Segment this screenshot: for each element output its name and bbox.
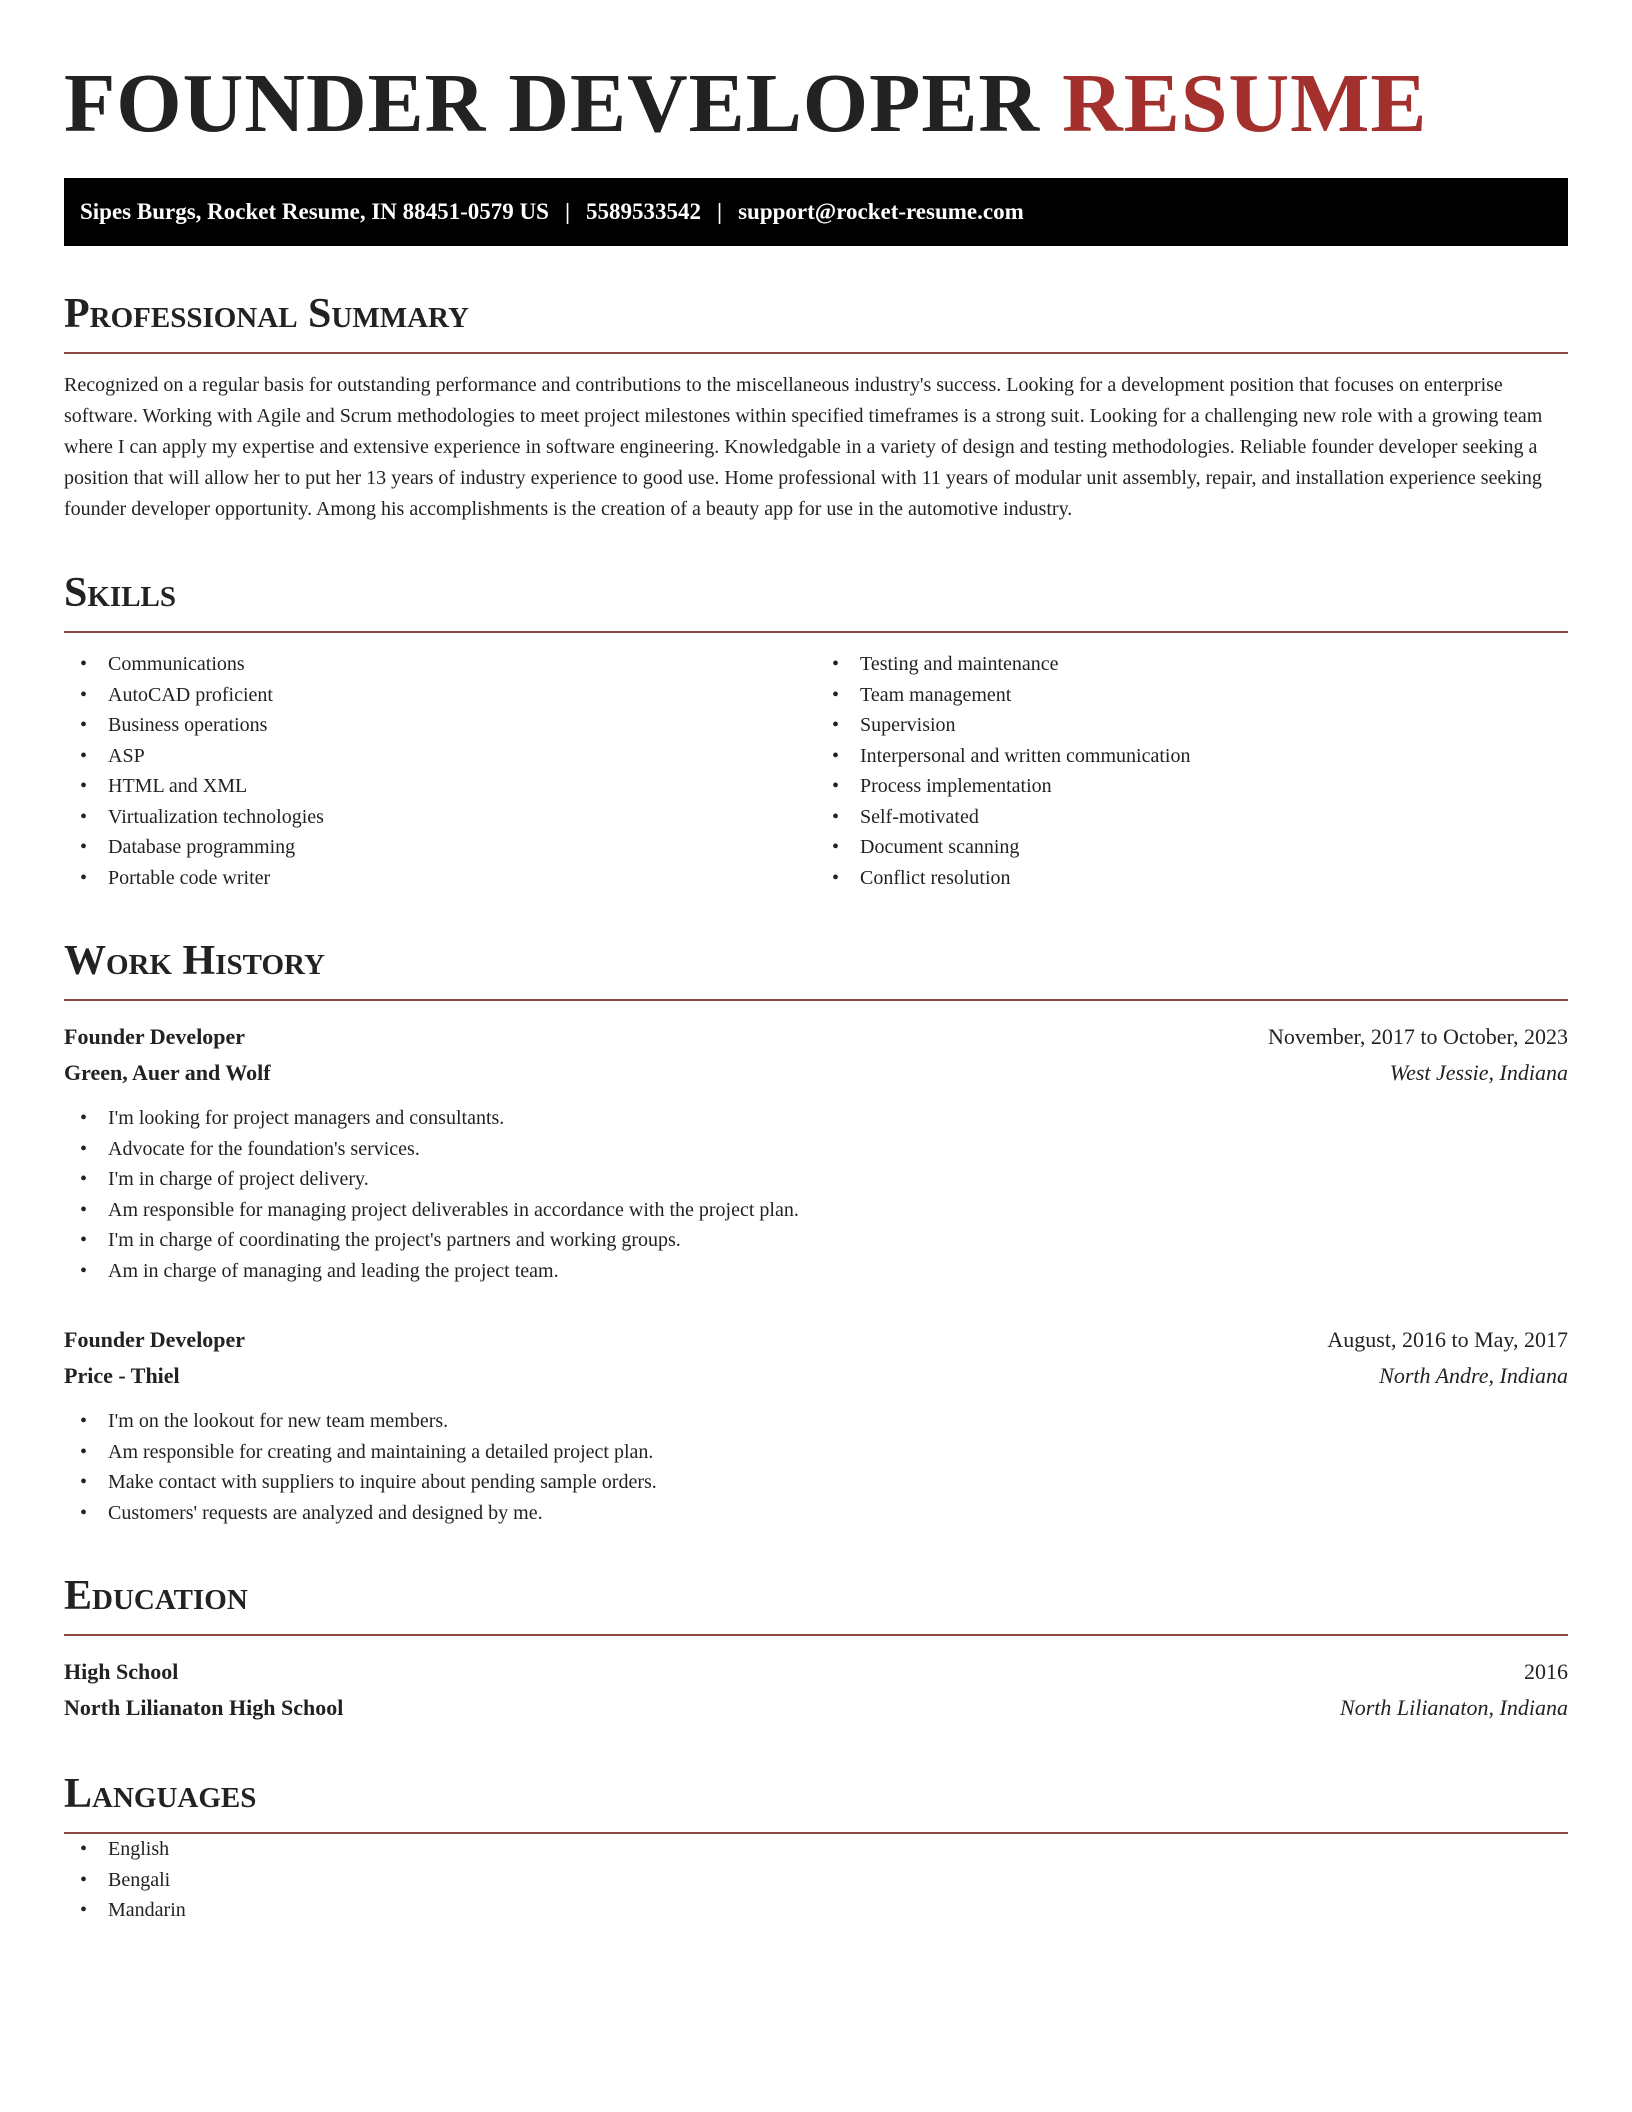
education-school: North Lilianaton High School xyxy=(64,1695,344,1720)
work-history-heading: Work History xyxy=(64,937,1568,1001)
job-company: Green, Auer and Wolf xyxy=(64,1060,271,1085)
education-location: North Lilianaton, Indiana xyxy=(1340,1695,1568,1720)
skill-item: • Document scanning xyxy=(816,832,1568,863)
skill-item: • Portable code writer xyxy=(64,863,816,894)
job-company: Price - Thiel xyxy=(64,1363,180,1388)
skill-item: • Communications xyxy=(64,649,816,680)
education-section xyxy=(64,1572,1568,1726)
job-duties-list xyxy=(64,1406,1568,1528)
languages-heading: Languages xyxy=(64,1770,1568,1834)
education-header-row xyxy=(64,1654,1568,1690)
skill-item: • Interpersonal and written communication xyxy=(816,741,1568,772)
job-title: Founder Developer xyxy=(64,1024,246,1049)
language-item: • English xyxy=(64,1834,1568,1865)
job-duty-item: • I'm in charge of coordinating the project's partners and working groups. xyxy=(64,1225,1568,1256)
contact-email: support@rocket-resume.com xyxy=(738,199,1024,224)
job-duty-item: • Am responsible for managing project deliverables in accordance with the project plan. xyxy=(64,1195,1568,1226)
skills-column-left xyxy=(64,649,816,893)
languages-list xyxy=(64,1834,1568,1926)
skill-item: • Team management xyxy=(816,680,1568,711)
skill-item: • AutoCAD proficient xyxy=(64,680,816,711)
skills-list-right xyxy=(816,649,1568,893)
education-year: 2016 xyxy=(1524,1659,1568,1684)
contact-separator: | xyxy=(564,199,571,224)
job-location: North Andre, Indiana xyxy=(1379,1363,1568,1388)
job-header-row xyxy=(64,1322,1568,1358)
job-duty-item: • Advocate for the foundation's services. xyxy=(64,1134,1568,1165)
skill-item: • Testing and maintenance xyxy=(816,649,1568,680)
job-company-row xyxy=(64,1358,1568,1394)
summary-text: Recognized on a regular basis for outstanding performance and contributions to the miscellaneous industry's success. Looking for a development position that focuses on enterprise software. Working with Agile and Scrum methodologies to meet project milestones within specified timeframes is a strong suit. Looking for a challenging new role with a growing team where I can apply my expertise and extensive experience in software engineering. Knowledgable in a variety of design and testing methodologies. Reliable founder developer seeking a position that will allow her to put her 13 years of industry experience to good use. Home professional with 11 years of modular unit assembly, repair, and installation experience seeking founder developer opportunity. Among his accomplishments is the creation of a beauty app for use in the automotive industry. xyxy=(64,374,1543,520)
language-item: • Bengali xyxy=(64,1865,1568,1896)
skill-item: • Virtualization technologies xyxy=(64,802,816,833)
contact-bar xyxy=(64,178,1568,246)
resume-title xyxy=(64,0,1568,148)
resume-title-main: FOUNDER DEVELOPER xyxy=(64,57,1041,150)
job-duty-item: • Make contact with suppliers to inquire about pending sample orders. xyxy=(64,1467,1568,1498)
skills-column-right xyxy=(816,649,1568,893)
skill-item: • Conflict resolution xyxy=(816,863,1568,894)
job-duty-item: • I'm in charge of project delivery. xyxy=(64,1164,1568,1195)
skill-item: • Self-motivated xyxy=(816,802,1568,833)
skill-item: • ASP xyxy=(64,741,816,772)
skill-item: • Database programming xyxy=(64,832,816,863)
job-entry xyxy=(64,1322,1568,1528)
job-duty-item: • Am responsible for creating and maintaining a detailed project plan. xyxy=(64,1437,1568,1468)
contact-separator: | xyxy=(717,199,723,224)
job-location: West Jessie, Indiana xyxy=(1389,1060,1568,1085)
skills-section xyxy=(64,569,1568,893)
languages-section xyxy=(64,1770,1568,1926)
skill-item: • Process implementation xyxy=(816,771,1568,802)
work-history-section xyxy=(64,937,1568,1528)
education-degree: High School xyxy=(64,1659,179,1684)
job-duty-item: • Customers' requests are analyzed and designed by me. xyxy=(64,1498,1568,1529)
contact-phone: 5589533542 xyxy=(586,199,702,224)
skills-grid xyxy=(64,649,1568,893)
resume-title-accent: RESUME xyxy=(1062,57,1428,150)
summary-section xyxy=(64,290,1568,525)
language-item: • Mandarin xyxy=(64,1895,1568,1926)
education-heading: Education xyxy=(64,1572,1568,1636)
skills-heading: Skills xyxy=(64,569,1568,633)
job-duty-item: • I'm on the lookout for new team members. xyxy=(64,1406,1568,1437)
skills-list-left xyxy=(64,649,816,893)
education-school-row xyxy=(64,1690,1568,1726)
job-entry xyxy=(64,1019,1568,1286)
education-entry xyxy=(64,1654,1568,1726)
skill-item: • Business operations xyxy=(64,710,816,741)
skill-item: • HTML and XML xyxy=(64,771,816,802)
skill-item: • Supervision xyxy=(816,710,1568,741)
job-dates: August, 2016 to May, 2017 xyxy=(1327,1327,1568,1352)
job-duty-item: • I'm looking for project managers and consultants. xyxy=(64,1103,1568,1134)
job-duty-item: • Am in charge of managing and leading the project team. xyxy=(64,1256,1568,1287)
job-header-row xyxy=(64,1019,1568,1055)
job-duties-list xyxy=(64,1103,1568,1286)
job-title: Founder Developer xyxy=(64,1327,246,1352)
contact-address: Sipes Burgs, Rocket Resume, IN 88451-0579 US xyxy=(80,199,549,224)
summary-heading: Professional Summary xyxy=(64,290,1568,354)
job-dates: November, 2017 to October, 2023 xyxy=(1267,1024,1568,1049)
job-company-row xyxy=(64,1055,1568,1091)
